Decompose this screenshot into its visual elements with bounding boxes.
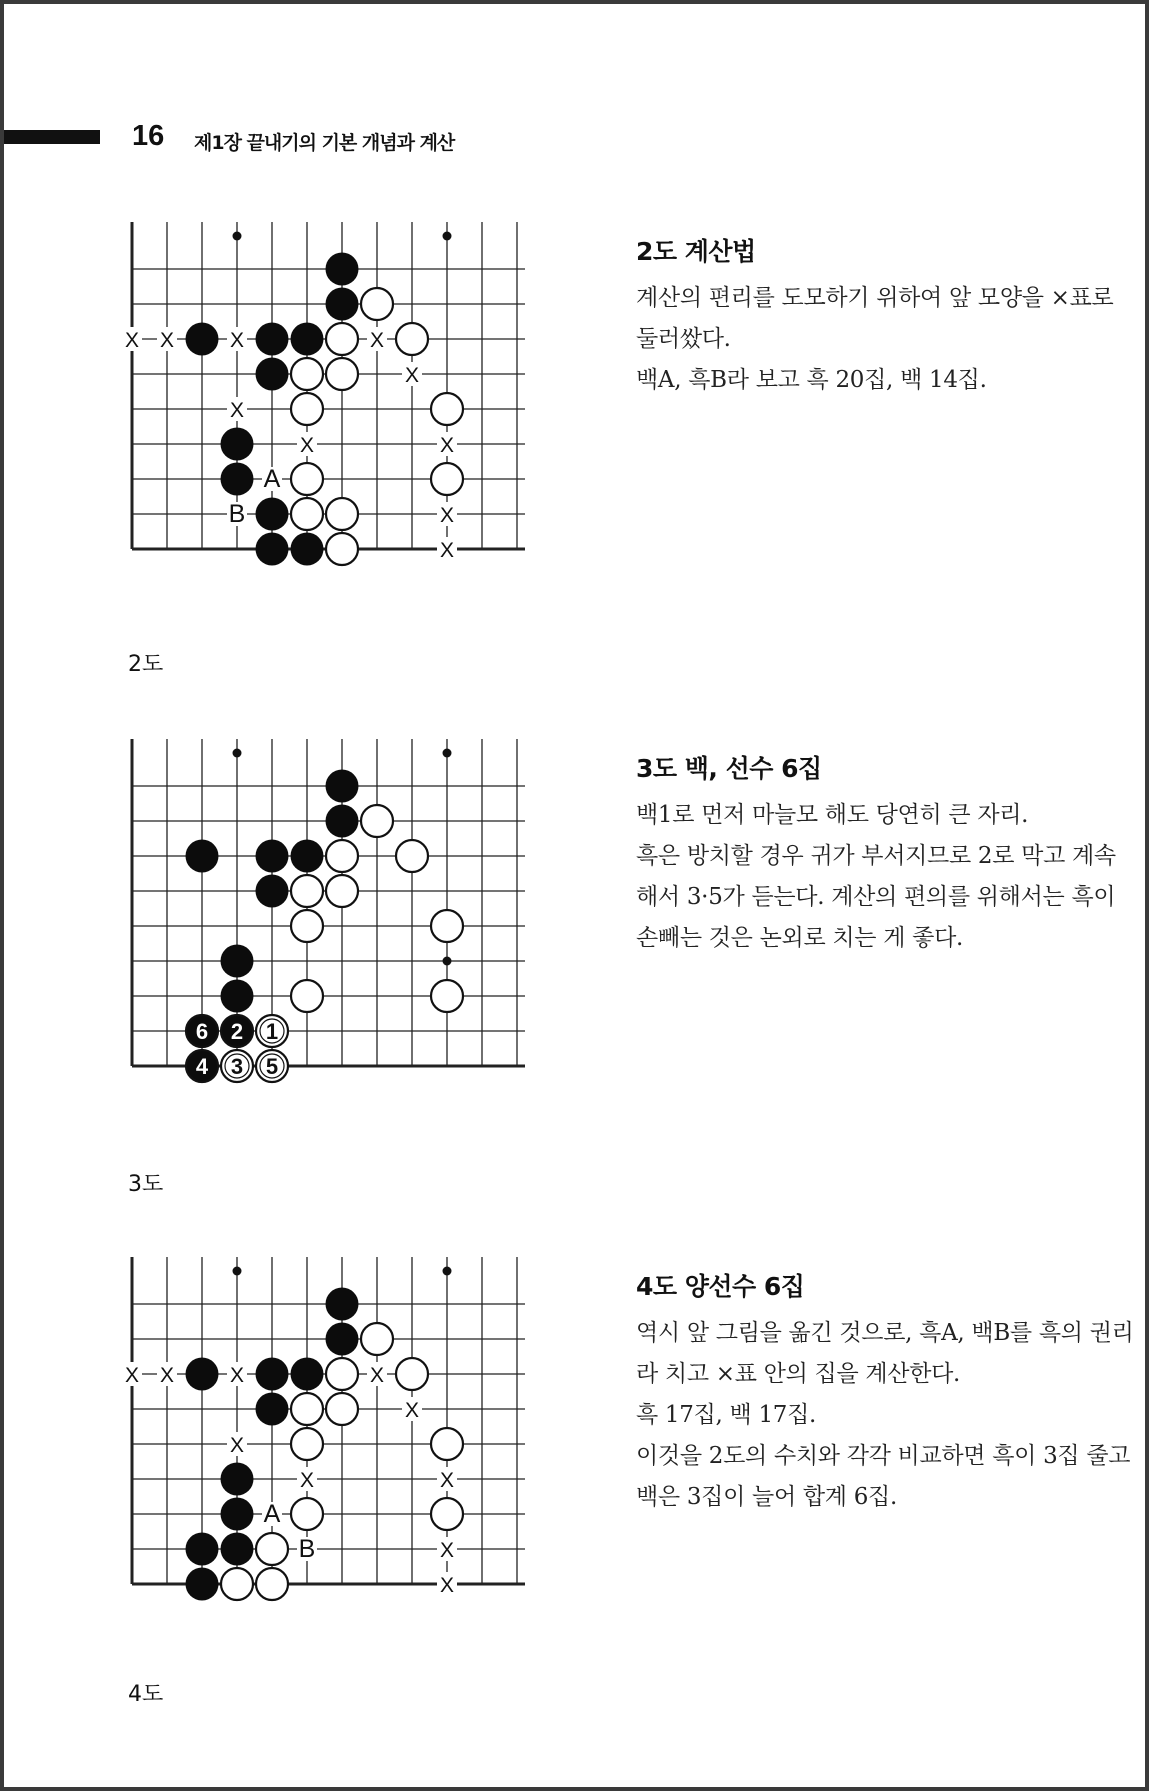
black-stone [221, 1533, 254, 1566]
white-stone [291, 463, 323, 495]
star-point [443, 232, 452, 241]
diagram-3-paragraph: 백1로 먼저 마늘모 해도 당연히 큰 자리. [636, 802, 1029, 828]
white-stone [396, 1358, 428, 1390]
figure-label-2: 2도 [128, 652, 164, 677]
white-stone [326, 1358, 358, 1390]
go-board-2-svg [104, 222, 604, 622]
star-point [443, 749, 452, 758]
diagram-2-paragraph: 계산의 편리를 도모하기 위하여 앞 모양을 ×표로 둘러쌌다. [636, 285, 1114, 352]
x-mark: X [159, 1364, 175, 1387]
white-stone [291, 393, 323, 425]
letter-mark: A [263, 465, 281, 493]
black-stone [256, 498, 289, 531]
x-mark: X [439, 1539, 455, 1562]
white-stone [361, 288, 393, 320]
star-point [233, 232, 242, 241]
black-stone [291, 840, 324, 873]
figure-label-3: 3도 [128, 1172, 164, 1197]
stone-number: 3 [230, 1054, 244, 1079]
black-stone [256, 533, 289, 566]
figure-label-4: 4도 [128, 1682, 164, 1707]
black-stone [256, 1393, 289, 1426]
black-stone [186, 1533, 219, 1566]
black-stone [221, 1498, 254, 1531]
white-stone [256, 1568, 288, 1600]
x-mark: X [124, 1364, 140, 1387]
white-stone [431, 980, 463, 1012]
chapter-title: 제1장 끝내기의 기본 개념과 계산 [194, 132, 455, 154]
black-stone [291, 1358, 324, 1391]
black-stone [186, 840, 219, 873]
black-stone [326, 1288, 359, 1321]
letter-mark: B [228, 500, 246, 528]
white-stone [431, 463, 463, 495]
white-stone [291, 358, 323, 390]
black-stone [186, 323, 219, 356]
black-stone [256, 875, 289, 908]
x-mark: X [404, 364, 420, 387]
x-mark: X [229, 399, 245, 422]
x-mark: X [439, 1574, 455, 1597]
header-bar [4, 130, 100, 144]
black-stone [256, 358, 289, 391]
go-board-diagram-2 [104, 222, 604, 622]
white-stone [431, 393, 463, 425]
diagram-3-title: 3도 백, 선수 6집 [636, 754, 822, 783]
x-mark: X [439, 434, 455, 457]
x-mark: X [439, 504, 455, 527]
black-stone [256, 840, 289, 873]
star-point [443, 957, 452, 966]
book-page [4, 4, 1145, 1787]
text-block-3 [636, 749, 1136, 959]
white-stone [221, 1568, 253, 1600]
black-stone [221, 1463, 254, 1496]
white-stone [361, 1323, 393, 1355]
black-stone [221, 945, 254, 978]
white-stone [291, 1498, 323, 1530]
x-mark: X [439, 539, 455, 562]
black-stone [326, 805, 359, 838]
white-stone [396, 323, 428, 355]
black-stone [291, 323, 324, 356]
black-stone [291, 533, 324, 566]
white-stone [291, 1428, 323, 1460]
black-stone [221, 428, 254, 461]
white-stone [291, 875, 323, 907]
white-stone [431, 910, 463, 942]
letter-mark: A [263, 1500, 281, 1528]
stone-number: 4 [195, 1054, 209, 1079]
letter-mark: B [298, 1535, 316, 1563]
black-stone [186, 1358, 219, 1391]
white-stone [256, 1533, 288, 1565]
go-board-diagram-3 [104, 739, 604, 1139]
x-mark: X [369, 329, 385, 352]
star-point [233, 749, 242, 758]
page-number: 16 [132, 120, 165, 152]
x-mark: X [229, 329, 245, 352]
x-mark: X [299, 1469, 315, 1492]
white-stone [326, 1393, 358, 1425]
x-mark: X [299, 434, 315, 457]
white-stone [326, 323, 358, 355]
black-stone [326, 1323, 359, 1356]
x-mark: X [229, 1364, 245, 1387]
x-mark: X [369, 1364, 385, 1387]
black-stone [221, 463, 254, 496]
x-mark: X [159, 329, 175, 352]
white-stone [396, 840, 428, 872]
white-stone [291, 498, 323, 530]
x-mark: X [439, 1469, 455, 1492]
star-point [233, 1267, 242, 1276]
stone-number: 2 [230, 1019, 244, 1044]
black-stone [256, 1358, 289, 1391]
diagram-2-title: 2도 계산법 [636, 237, 756, 266]
go-board-4-svg [104, 1257, 604, 1657]
diagram-2-paragraph: 백A, 흑B라 보고 흑 20집, 백 14집. [636, 367, 987, 393]
x-mark: X [124, 329, 140, 352]
black-stone [326, 253, 359, 286]
x-mark: X [229, 1434, 245, 1457]
diagram-4-paragraph: 흑 17집, 백 17집. [636, 1402, 817, 1428]
diagram-4-paragraph: 이것을 2도의 수치와 각각 비교하면 흑이 3집 줄고 백은 3집이 늘어 합계 6집. [636, 1443, 1131, 1510]
diagram-4-paragraph: 역시 앞 그림을 옮긴 것으로, 흑A, 백B를 흑의 권리라 치고 ×표 안의 집을 계산한다. [636, 1320, 1134, 1387]
white-stone [326, 358, 358, 390]
stone-number: 5 [265, 1054, 279, 1079]
white-stone [326, 498, 358, 530]
x-mark: X [404, 1399, 420, 1422]
text-block-2 [636, 232, 1136, 401]
white-stone [361, 805, 393, 837]
stone-number: 1 [265, 1019, 279, 1044]
go-board-3-svg [104, 739, 604, 1139]
black-stone [326, 288, 359, 321]
white-stone [291, 910, 323, 942]
white-stone [431, 1428, 463, 1460]
white-stone [291, 980, 323, 1012]
black-stone [326, 770, 359, 803]
white-stone [326, 533, 358, 565]
text-block-4 [636, 1267, 1136, 1518]
star-point [443, 1267, 452, 1276]
black-stone [186, 1568, 219, 1601]
go-board-diagram-4 [104, 1257, 604, 1657]
diagram-4-title: 4도 양선수 6집 [636, 1272, 805, 1301]
black-stone [221, 980, 254, 1013]
black-stone [256, 323, 289, 356]
white-stone [326, 875, 358, 907]
white-stone [291, 1393, 323, 1425]
white-stone [431, 1498, 463, 1530]
white-stone [326, 840, 358, 872]
stone-number: 6 [195, 1019, 209, 1044]
diagram-3-paragraph: 흑은 방치할 경우 귀가 부서지므로 2로 막고 계속해서 3·5가 듣는다. 계산의 편의를 위해서는 흑이 손빼는 것은 논외로 치는 게 좋다. [636, 843, 1116, 951]
